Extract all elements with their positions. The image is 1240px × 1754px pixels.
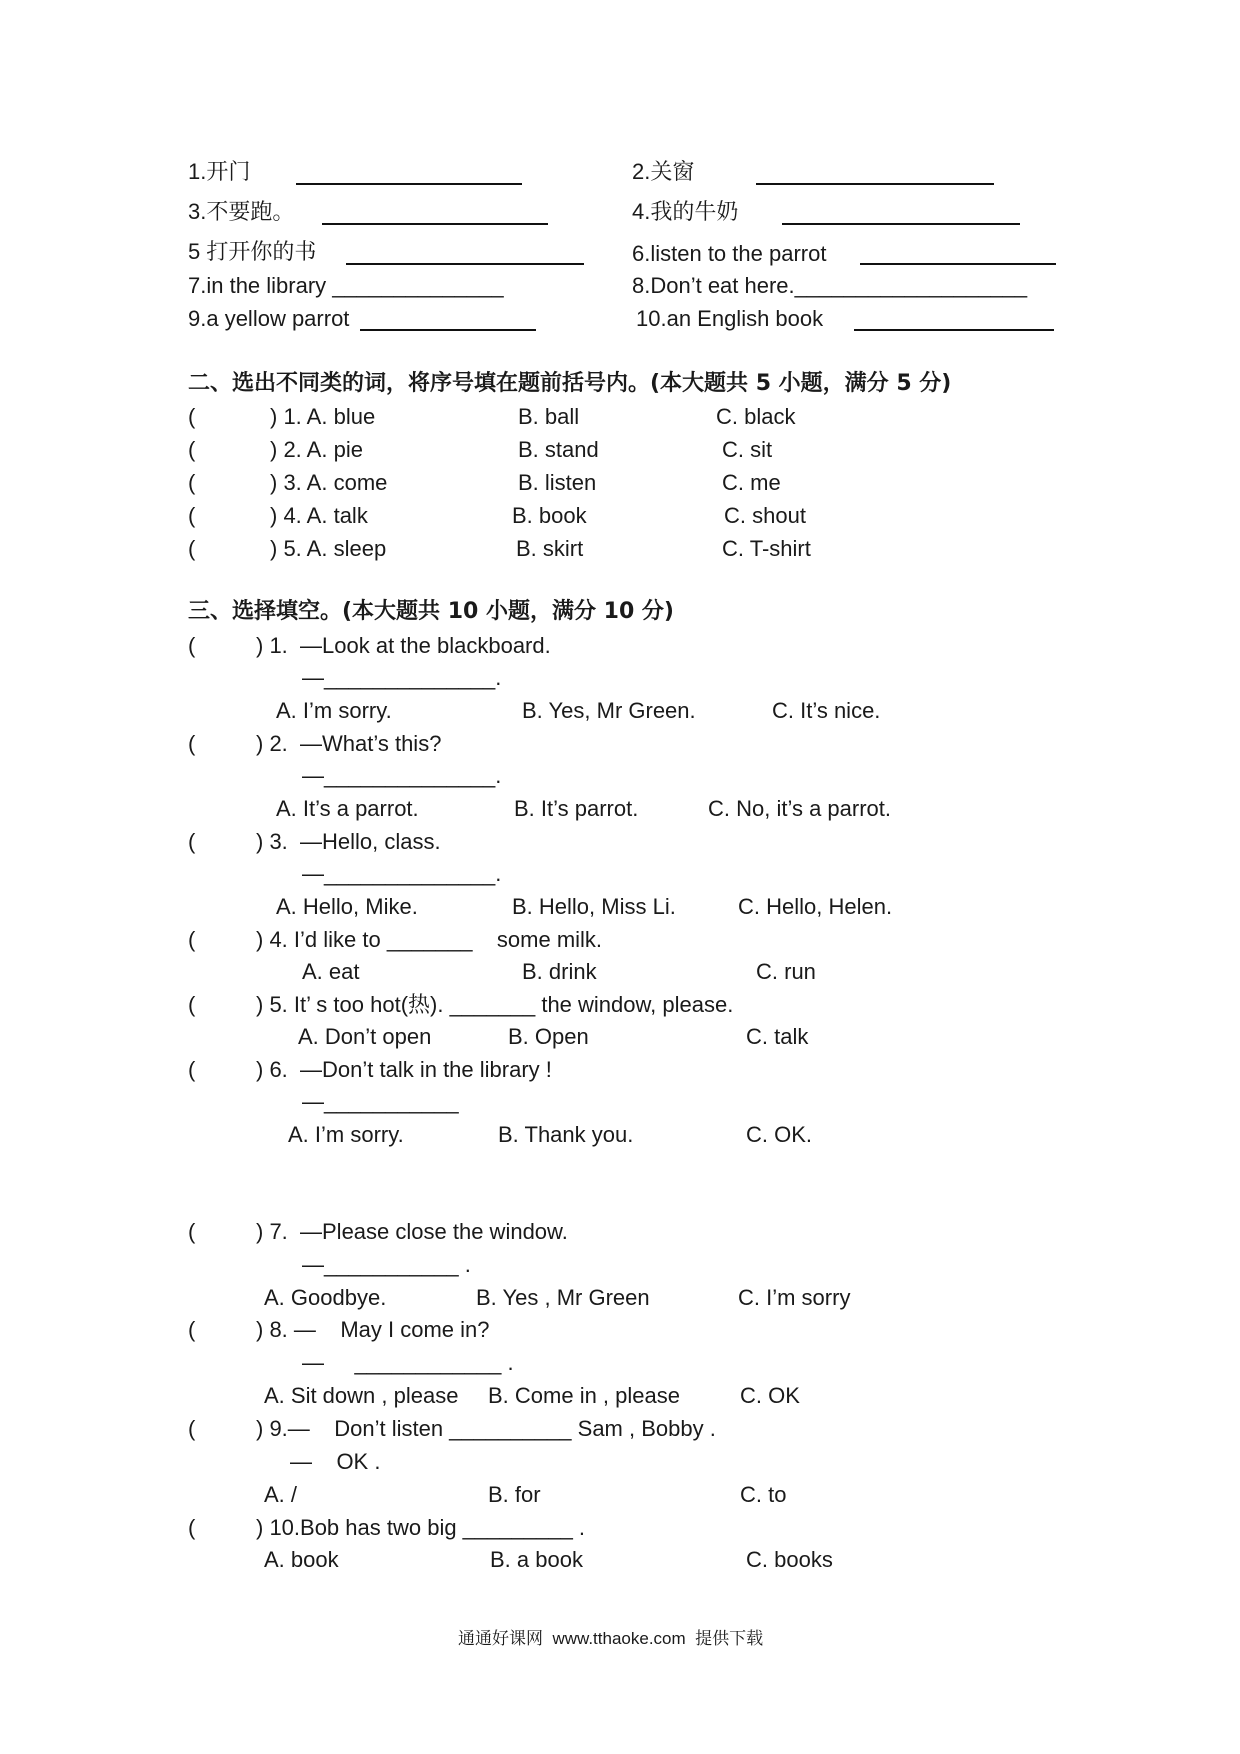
section-2-heading: 二、选出不同类的词，将序号填在题前括号内。(本大题共 5 小题，满分 5 分) (188, 371, 952, 396)
option-a: A. I’m sorry. (276, 698, 392, 723)
item-7-label: 7.in the library ______________ (188, 273, 504, 298)
answer-line-9 (360, 329, 536, 331)
option-a: A. Hello, Mike. (276, 894, 418, 919)
answer-paren: ( (188, 1416, 196, 1441)
option-c: C. T-shirt (722, 536, 811, 561)
option-a: A. I’m sorry. (288, 1122, 404, 1147)
option-c: C. It’s nice. (772, 698, 881, 723)
question-stem: ) 2. A. pie (270, 437, 363, 462)
item-1-label: 1.开门 (188, 159, 251, 184)
option-c: C. me (722, 470, 781, 495)
option-b: B. Thank you. (498, 1122, 634, 1147)
option-b: B. skirt (516, 536, 584, 561)
item-9-label: 9.a yellow parrot (188, 306, 350, 331)
item-10-label: 10.an English book (636, 306, 824, 331)
option-b: B. Yes , Mr Green (476, 1285, 650, 1310)
answer-paren: ( (188, 633, 196, 658)
answer-paren: ( (188, 1515, 196, 1540)
answer-line-3 (322, 223, 548, 225)
option-b: B. It’s parrot. (514, 796, 639, 821)
option-c: C. OK (740, 1383, 800, 1408)
question-stem: ) 7. —Please close the window. (256, 1219, 568, 1244)
question-stem: ) 3. —Hello, class. (256, 829, 441, 854)
question-stem: ) 1. —Look at the blackboard. (256, 633, 551, 658)
option-b: B. Yes, Mr Green. (522, 698, 696, 723)
item-5-label: 5 打开你的书 (188, 239, 317, 264)
option-b: B. for (488, 1482, 541, 1507)
reply-blank: —______________. (302, 665, 502, 690)
reply-blank: —___________ . (302, 1252, 471, 1277)
answer-paren: ( (188, 1317, 196, 1342)
reply-text: — OK . (290, 1449, 381, 1474)
option-a: A. Sit down , please (264, 1383, 459, 1408)
item-3-label: 3.不要跑。 (188, 199, 295, 224)
question-stem: ) 8. — May I come in? (256, 1317, 490, 1342)
option-c: C. talk (746, 1024, 809, 1049)
option-c: C. books (746, 1547, 833, 1572)
question-stem: ) 1. A. blue (270, 404, 376, 429)
answer-paren: ( (188, 536, 196, 561)
item-6-label: 6.listen to the parrot (632, 241, 827, 266)
option-c: C. Hello, Helen. (738, 894, 893, 919)
option-a: A. It’s a parrot. (276, 796, 419, 821)
answer-line-2 (756, 183, 994, 185)
answer-paren: ( (188, 1219, 196, 1244)
answer-line-5 (346, 263, 584, 265)
option-b: B. a book (490, 1547, 583, 1572)
option-b: B. drink (522, 959, 597, 984)
question-stem: ) 6. —Don’t talk in the library ! (256, 1057, 552, 1082)
option-c: C. OK. (746, 1122, 813, 1147)
option-b: B. listen (518, 470, 597, 495)
answer-paren: ( (188, 992, 196, 1017)
answer-paren: ( (188, 927, 196, 952)
option-b: B. Hello, Miss Li. (512, 894, 676, 919)
question-stem: ) 10.Bob has two big _________ . (256, 1515, 586, 1540)
question-stem: ) 3. A. come (270, 470, 388, 495)
option-b: B. Come in , please (488, 1383, 680, 1408)
answer-paren: ( (188, 503, 196, 528)
question-stem: ) 9.— Don’t listen __________ Sam , Bobby . (256, 1416, 716, 1441)
option-a: A. book (264, 1547, 339, 1572)
option-a: A. eat (302, 959, 360, 984)
answer-line-10 (854, 329, 1054, 331)
option-c: C. run (756, 959, 816, 984)
answer-paren: ( (188, 470, 196, 495)
option-c: C. sit (722, 437, 773, 462)
question-stem: ) 5. It’ s too hot(热). _______ the window, please. (256, 992, 734, 1017)
reply-blank: —___________ (302, 1089, 459, 1114)
item-4-label: 4.我的牛奶 (632, 199, 739, 224)
answer-line-4 (782, 223, 1020, 225)
option-b: B. Open (508, 1024, 589, 1049)
answer-line-6 (860, 263, 1056, 265)
answer-paren: ( (188, 731, 196, 756)
answer-line-1 (296, 183, 522, 185)
item-2-label: 2.关窗 (632, 159, 695, 184)
answer-paren: ( (188, 404, 196, 429)
option-c: C. No, it’s a parrot. (708, 796, 891, 821)
option-c: C. I’m sorry (738, 1285, 851, 1310)
item-8-label: 8.Don’t eat here.___________________ (632, 273, 1028, 298)
reply-blank: —______________. (302, 861, 502, 886)
page-footer: 通通好课网 www.tthaoke.com 提供下载 (458, 1629, 764, 1648)
option-a: A. / (264, 1482, 298, 1507)
option-c: C. to (740, 1482, 787, 1507)
question-stem: ) 4. I’d like to _______ some milk. (256, 927, 603, 952)
reply-blank: — ____________ . (302, 1350, 514, 1375)
question-stem: ) 2. —What’s this? (256, 731, 442, 756)
answer-paren: ( (188, 437, 196, 462)
question-stem: ) 4. A. talk (270, 503, 368, 528)
answer-paren: ( (188, 1057, 196, 1082)
option-b: B. stand (518, 437, 599, 462)
reply-blank: —______________. (302, 763, 502, 788)
section-3-heading: 三、选择填空。(本大题共 10 小题，满分 10 分) (188, 599, 674, 624)
option-a: A. Goodbye. (264, 1285, 387, 1310)
option-a: A. Don’t open (298, 1024, 432, 1049)
answer-paren: ( (188, 829, 196, 854)
option-b: B. ball (518, 404, 580, 429)
option-c: C. black (716, 404, 796, 429)
option-b: B. book (512, 503, 587, 528)
question-stem: ) 5. A. sleep (270, 536, 387, 561)
option-c: C. shout (724, 503, 806, 528)
